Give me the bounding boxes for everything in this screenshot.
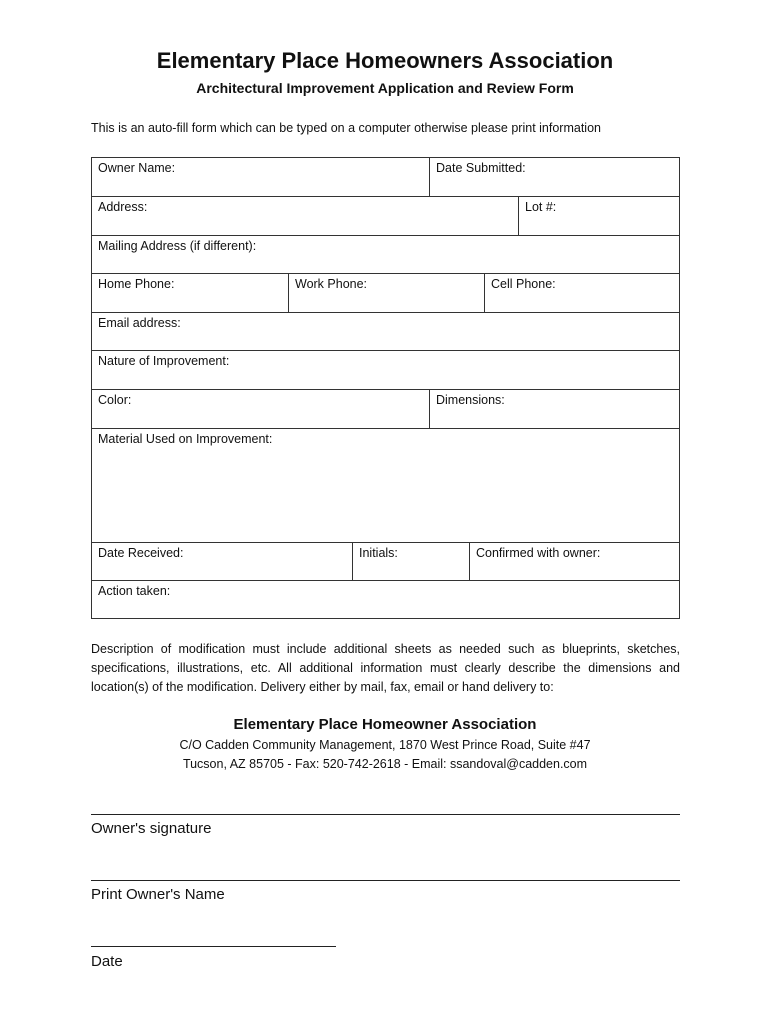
- page-title: Elementary Place Homeowners Association: [156, 48, 614, 73]
- home-phone-field[interactable]: [92, 274, 288, 312]
- delivery-address-line2: Tucson, AZ 85705 - Fax: 520-742-2618 - Email: ssandoval@cadden.com: [182, 757, 588, 771]
- nature-field[interactable]: [92, 351, 679, 389]
- dimensions-field[interactable]: [429, 390, 679, 428]
- owner-name-field[interactable]: [92, 158, 429, 196]
- date-label: Date: [91, 953, 123, 970]
- work-phone-label: Work Phone:: [295, 277, 368, 291]
- confirmed-label: Confirmed with owner:: [476, 546, 601, 560]
- page-subtitle: Architectural Improvement Application and Review Form: [196, 80, 574, 96]
- action-taken-label: Action taken:: [98, 584, 171, 598]
- date-submitted-field[interactable]: [429, 158, 679, 196]
- mailing-address-label: Mailing Address (if different):: [98, 239, 257, 253]
- mailing-address-field[interactable]: [92, 236, 679, 273]
- owner-signature-line[interactable]: [91, 814, 680, 815]
- form-row-nature: [92, 351, 679, 390]
- color-field[interactable]: [92, 390, 429, 428]
- initials-field[interactable]: [352, 543, 469, 580]
- print-name-label: Print Owner's Name: [91, 886, 225, 903]
- delivery-org: Elementary Place Homeowner Association: [233, 716, 537, 733]
- form-row-email: [92, 313, 679, 351]
- date-received-field[interactable]: [92, 543, 352, 580]
- print-name-line[interactable]: [91, 880, 680, 881]
- date-received-label: Date Received:: [98, 546, 184, 560]
- form-row-mailing: [92, 236, 679, 274]
- form-row-received: [92, 543, 679, 581]
- form-row-address: [92, 197, 679, 236]
- lot-field[interactable]: [518, 197, 679, 235]
- email-label: Email address:: [98, 316, 181, 330]
- material-field[interactable]: [92, 429, 679, 542]
- owner-name-label: Owner Name:: [98, 161, 176, 175]
- application-form: [91, 157, 680, 619]
- form-row-phones: [92, 274, 679, 313]
- action-taken-field[interactable]: [92, 581, 679, 618]
- form-row-action: [92, 581, 679, 618]
- confirmed-field[interactable]: [469, 543, 679, 580]
- description-text: Description of modification must include additional sheets as needed such as blueprints, sketches, specifications, illustrations, etc. All additional information must clearly describe the dimensions and location(s) of the modification. Delivery either by mail, fax, email or hand delivery to:: [91, 642, 680, 694]
- address-label: Address:: [98, 200, 148, 214]
- material-label: Material Used on Improvement:: [98, 432, 273, 446]
- nature-label: Nature of Improvement:: [98, 354, 230, 368]
- cell-phone-field[interactable]: [484, 274, 679, 312]
- form-row-color: [92, 390, 679, 429]
- initials-label: Initials:: [359, 546, 398, 560]
- color-label: Color:: [98, 393, 132, 407]
- home-phone-label: Home Phone:: [98, 277, 175, 291]
- date-submitted-label: Date Submitted:: [436, 161, 526, 175]
- form-row-owner: [92, 158, 679, 197]
- intro-text: This is an auto-fill form which can be typed on a computer otherwise please print information: [91, 121, 601, 135]
- email-field[interactable]: [92, 313, 679, 350]
- dimensions-label: Dimensions:: [436, 393, 505, 407]
- delivery-address-line1: C/O Cadden Community Management, 1870 West Prince Road, Suite #47: [179, 738, 591, 752]
- work-phone-field[interactable]: [288, 274, 484, 312]
- cell-phone-label: Cell Phone:: [491, 277, 556, 291]
- lot-label: Lot #:: [525, 200, 557, 214]
- address-field[interactable]: [92, 197, 518, 235]
- owner-signature-label: Owner's signature: [91, 820, 212, 837]
- date-line[interactable]: [91, 946, 336, 947]
- form-row-material: [92, 429, 679, 543]
